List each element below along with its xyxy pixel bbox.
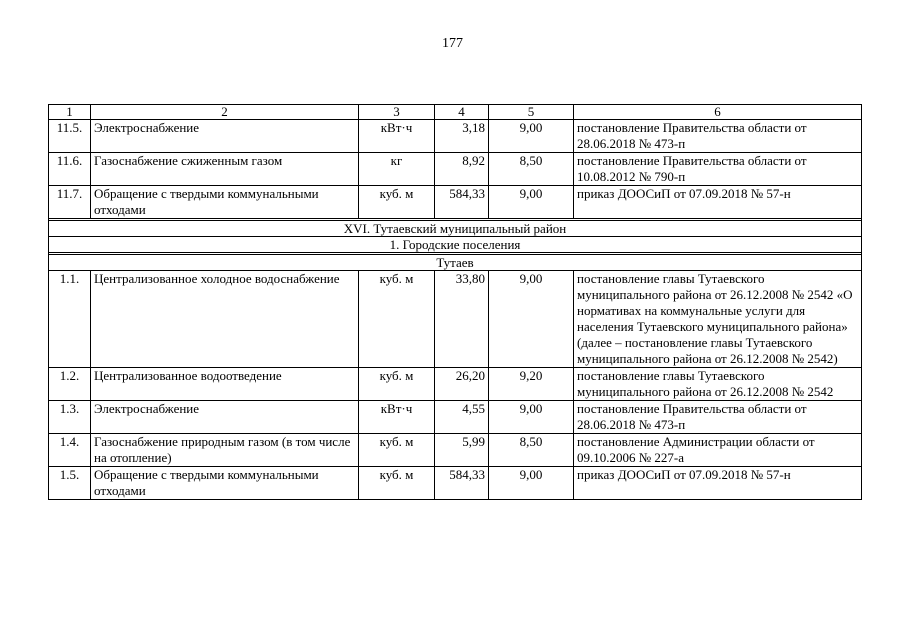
norm-value: 26,20 <box>435 368 489 401</box>
table-row <box>49 434 862 467</box>
table-row <box>49 186 862 219</box>
section-title-city: Тутаев <box>49 255 862 271</box>
section-row-city <box>49 255 862 271</box>
legal-basis: постановление главы Тутаевского муниципального района от 26.12.2008 № 2542 <box>574 368 862 401</box>
legal-basis: постановление Правительства области от 28.06.2018 № 473-п <box>574 120 862 153</box>
service-name: Обращение с твердыми коммунальными отходами <box>91 467 359 500</box>
column-header: 3 <box>359 105 435 120</box>
rate-value: 9,00 <box>489 467 574 500</box>
service-name: Электроснабжение <box>91 120 359 153</box>
rate-value: 9,00 <box>489 186 574 219</box>
unit: кВт·ч <box>359 401 435 434</box>
row-number: 1.4. <box>49 434 91 467</box>
row-number: 1.5. <box>49 467 91 500</box>
legal-basis: постановление главы Тутаевского муниципального района от 26.12.2008 № 2542 «О нормативах на коммунальные услуги для населения Тутаевского муниципального района» (далее – постановление главы Тутаевского муниципального района от 26.12.2008 № 2542) <box>574 271 862 368</box>
row-number: 11.7. <box>49 186 91 219</box>
service-name: Централизованное холодное водоснабжение <box>91 271 359 368</box>
column-header: 1 <box>49 105 91 120</box>
unit: куб. м <box>359 271 435 368</box>
table-row <box>49 153 862 186</box>
row-number: 1.2. <box>49 368 91 401</box>
column-header: 5 <box>489 105 574 120</box>
unit: кВт·ч <box>359 120 435 153</box>
legal-basis: постановление Правительства области от 10.08.2012 № 790-п <box>574 153 862 186</box>
page-number: 177 <box>442 36 463 51</box>
table-row <box>49 401 862 434</box>
service-name: Обращение с твердыми коммунальными отходами <box>91 186 359 219</box>
rate-value: 9,00 <box>489 401 574 434</box>
rate-value: 9,20 <box>489 368 574 401</box>
section-title-settlements: 1. Городские поселения <box>49 237 862 253</box>
service-name: Газоснабжение сжиженным газом <box>91 153 359 186</box>
rate-value: 9,00 <box>489 120 574 153</box>
norm-value: 584,33 <box>435 186 489 219</box>
unit: куб. м <box>359 368 435 401</box>
table-row <box>49 271 862 368</box>
norm-value: 5,99 <box>435 434 489 467</box>
norm-value: 8,92 <box>435 153 489 186</box>
norm-value: 584,33 <box>435 467 489 500</box>
legal-basis: постановление Правительства области от 28.06.2018 № 473-п <box>574 401 862 434</box>
norm-value: 33,80 <box>435 271 489 368</box>
table-row <box>49 120 862 153</box>
section-title-district: XVI. Тутаевский муниципальный район <box>49 221 862 237</box>
section-row-settlements <box>49 237 862 253</box>
column-header: 4 <box>435 105 489 120</box>
row-number: 11.6. <box>49 153 91 186</box>
legal-basis: постановление Администрации области от 09.10.2006 № 227-а <box>574 434 862 467</box>
service-name: Централизованное водоотведение <box>91 368 359 401</box>
column-header-row <box>49 105 862 120</box>
rate-value: 8,50 <box>489 153 574 186</box>
unit: куб. м <box>359 186 435 219</box>
column-header: 6 <box>574 105 862 120</box>
unit: куб. м <box>359 434 435 467</box>
service-name: Электроснабжение <box>91 401 359 434</box>
section-row-district <box>49 221 862 237</box>
norm-value: 3,18 <box>435 120 489 153</box>
service-name: Газоснабжение природным газом (в том числе на отопление) <box>91 434 359 467</box>
norm-value: 4,55 <box>435 401 489 434</box>
unit: куб. м <box>359 467 435 500</box>
unit: кг <box>359 153 435 186</box>
table-row <box>49 368 862 401</box>
legal-basis: приказ ДООСиП от 07.09.2018 № 57-н <box>574 186 862 219</box>
rate-value: 9,00 <box>489 271 574 368</box>
row-number: 1.1. <box>49 271 91 368</box>
column-header: 2 <box>91 105 359 120</box>
row-number: 11.5. <box>49 120 91 153</box>
row-number: 1.3. <box>49 401 91 434</box>
table-row <box>49 467 862 500</box>
tariff-table <box>48 104 862 500</box>
rate-value: 8,50 <box>489 434 574 467</box>
legal-basis: приказ ДООСиП от 07.09.2018 № 57-н <box>574 467 862 500</box>
